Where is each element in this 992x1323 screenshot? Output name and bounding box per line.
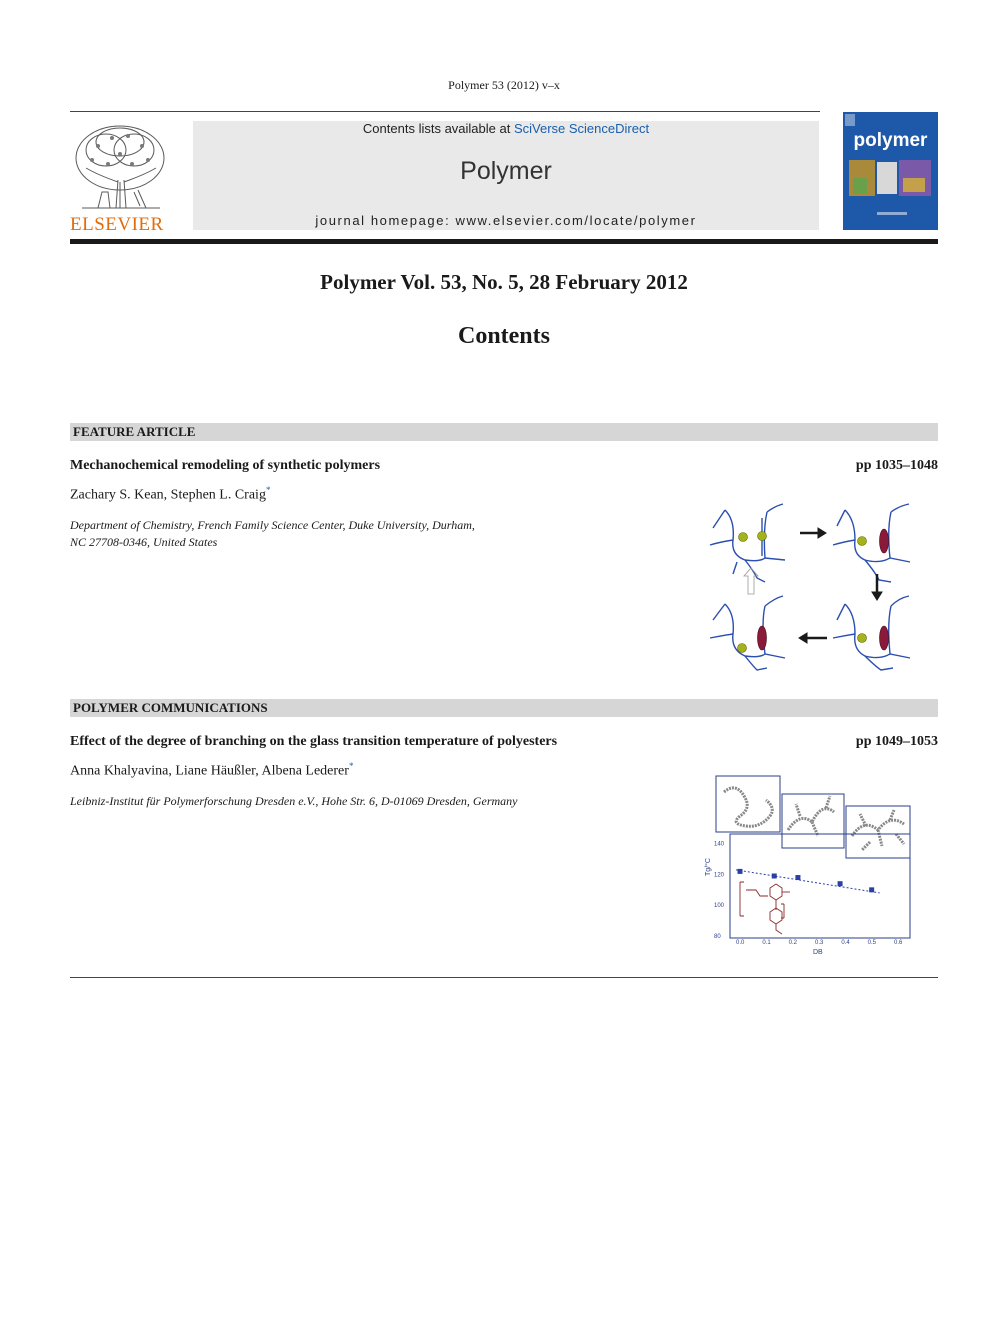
plot-points	[738, 869, 875, 892]
x-tick-label: 0.5	[867, 940, 877, 946]
polymer-structure-insets	[716, 776, 910, 858]
y-tick-label: 140	[714, 841, 725, 848]
graphical-abstract-network	[705, 500, 925, 672]
contents-availability	[193, 121, 819, 136]
article-pages: pp 1049–1053	[855, 734, 938, 749]
journal-banner	[193, 121, 819, 230]
cover-artwork	[843, 112, 938, 230]
trend-line	[736, 870, 880, 893]
masthead-rule	[70, 239, 938, 244]
running-head: Polymer 53 (2012) v–x	[448, 78, 560, 92]
corresponding-author-mark: *	[348, 761, 354, 771]
header-rule	[70, 111, 820, 112]
article-pages: pp 1035–1048	[855, 458, 938, 473]
x-tick-label: 0.0	[736, 940, 745, 946]
journal-cover	[843, 112, 938, 230]
x-tick-label: 0.4	[841, 940, 850, 946]
journal-homepage[interactable]: journal homepage: www.elsevier.com/locate/polymer	[315, 213, 697, 228]
contents-prefix: Contents lists available at	[362, 121, 514, 136]
x-axis-label: DB	[813, 949, 823, 956]
y-axis-label: Tg/°C	[705, 858, 712, 876]
x-tick-label: 0.1	[762, 940, 771, 946]
article-title[interactable]: Mechanochemical remodeling of synthetic polymers	[70, 458, 381, 473]
repeat-unit-structure	[740, 882, 790, 934]
elsevier-wordmark: ELSEVIER	[70, 214, 164, 235]
article-affiliation	[70, 517, 475, 551]
affiliation-line: Department of Chemistry, French Family Science Center, Duke University, Durham,	[70, 518, 475, 532]
data-point	[838, 881, 843, 886]
y-tick-label: 100	[714, 903, 725, 910]
journal-name: Polymer	[460, 157, 552, 185]
issue-title: Polymer Vol. 53, No. 5, 28 February 2012	[320, 270, 688, 294]
contents-heading: Contents	[457, 323, 550, 349]
cover-title: polymer	[853, 130, 928, 151]
section-heading-polymer-communications: POLYMER COMMUNICATIONS	[70, 699, 938, 717]
article-authors	[70, 761, 353, 780]
article-title[interactable]: Effect of the degree of branching on the glass transition temperature of polyesters	[70, 734, 558, 749]
author-list: Zachary S. Kean, Stephen L. Craig	[70, 487, 266, 503]
affiliation-line: NC 27708-0346, United States	[70, 535, 218, 549]
article-affiliation	[70, 793, 518, 810]
data-point	[738, 869, 743, 874]
corresponding-author-mark: *	[265, 485, 271, 495]
author-list: Anna Khalyavina, Liane Häußler, Albena Lederer	[70, 763, 349, 779]
affiliation-line: Leibniz-Institut für Polymerforschung Dresden e.V., Hohe Str. 6, D-01069 Dresden, Germany	[70, 794, 518, 808]
graphical-abstract-tg-plot	[700, 772, 920, 957]
y-tick-label: 80	[714, 934, 721, 940]
x-tick-label: 0.6	[894, 940, 903, 946]
x-tick-label: 0.2	[788, 940, 798, 946]
section-heading-feature-article: FEATURE ARTICLE	[70, 423, 938, 441]
footer-rule	[70, 977, 938, 978]
sciencedirect-link[interactable]: SciVerse ScienceDirect	[513, 121, 650, 136]
article-authors	[70, 485, 270, 504]
y-tick-label: 120	[714, 872, 725, 879]
x-tick-label: 0.3	[815, 940, 824, 946]
